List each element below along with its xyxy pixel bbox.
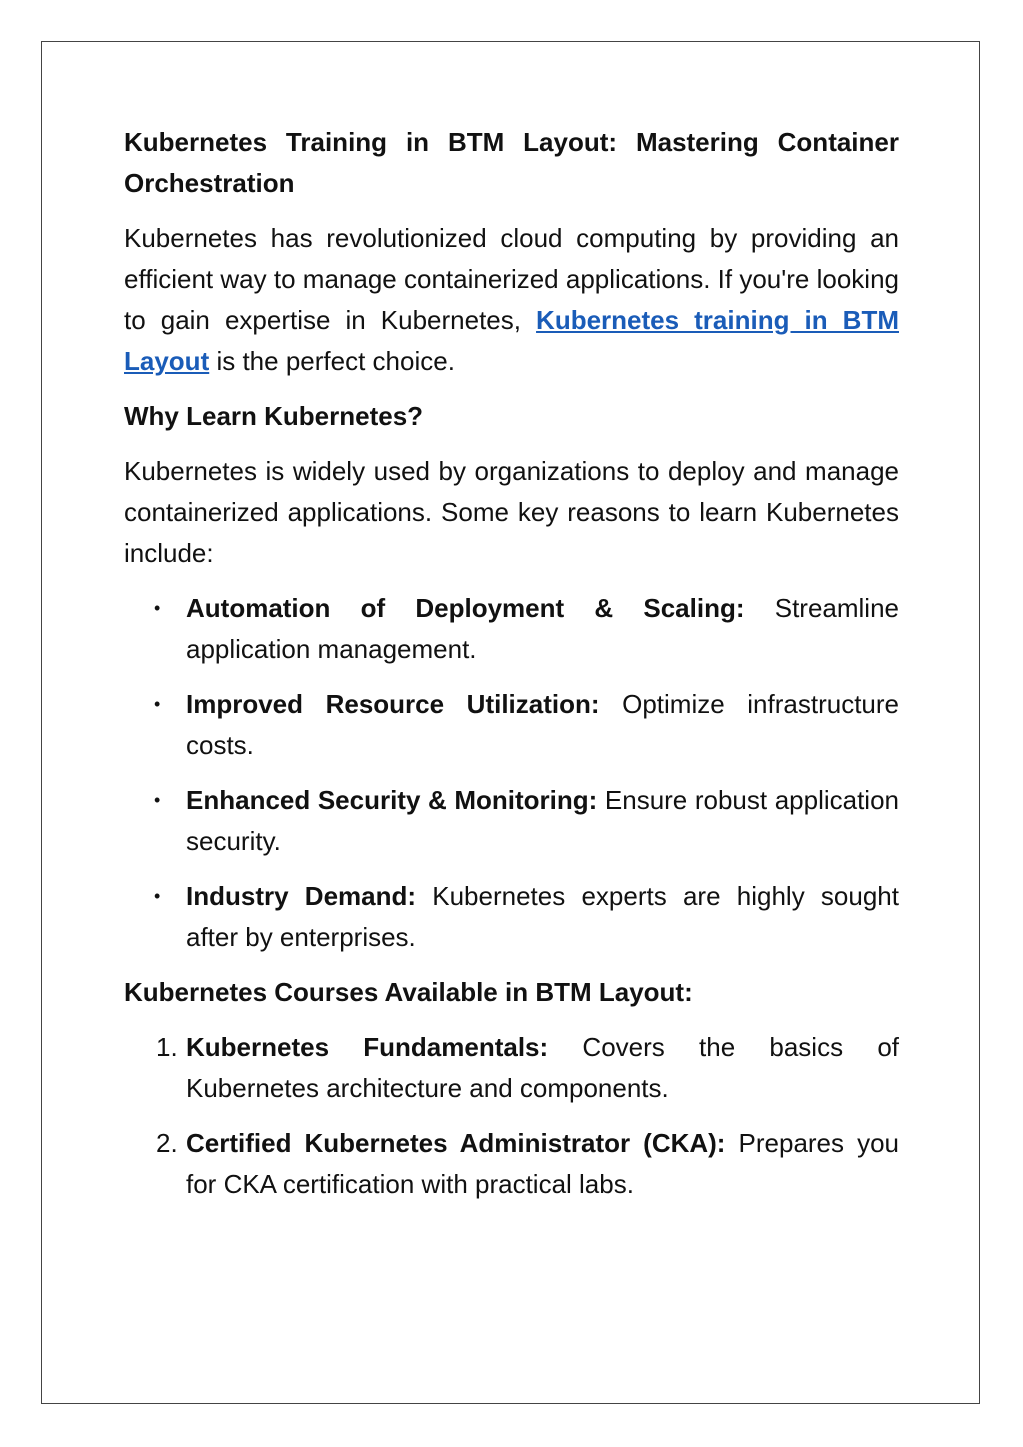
list-item — [124, 588, 899, 670]
kubernetes-training-link[interactable]: Kubernetes training in BTM Layout — [124, 305, 899, 376]
page-title: Kubernetes Training in BTM Layout: Mastering Container Orchestration — [124, 127, 899, 198]
bullet-icon: • — [154, 694, 161, 714]
list-number: 2. — [156, 1128, 178, 1158]
list-item-text: Streamline application management. — [186, 593, 899, 664]
list-number: 1. — [156, 1032, 178, 1062]
bullet-icon: • — [154, 598, 161, 618]
list-item-text: Prepares you for CKA certification with practical labs. — [186, 1128, 899, 1199]
list-item-label: Kubernetes Fundamentals: — [186, 1032, 549, 1062]
courses-list — [124, 1027, 899, 1205]
list-item-text: Kubernetes experts are highly sought after by enterprises. — [186, 881, 899, 952]
list-item-text: Optimize infrastructure costs. — [186, 689, 899, 760]
intro-text-before-link: Kubernetes has revolutionized cloud computing by providing an efficient way to manage containerized applications. If you're looking to gain expertise in Kubernetes, — [124, 223, 899, 335]
list-item-label: Automation of Deployment & Scaling: — [186, 593, 745, 623]
intro-text-after-link: is the perfect choice. — [209, 346, 455, 376]
intro-paragraph — [124, 218, 899, 382]
list-item — [124, 876, 899, 958]
list-item-label: Certified Kubernetes Administrator (CKA): — [186, 1128, 726, 1158]
why-learn-heading: Why Learn Kubernetes? — [124, 401, 424, 431]
list-item-text: Covers the basics of Kubernetes architecture and components. — [186, 1032, 899, 1103]
reasons-list — [124, 588, 899, 958]
document-content — [124, 122, 899, 1219]
list-item — [124, 1123, 899, 1205]
list-item — [124, 1027, 899, 1109]
list-item — [124, 780, 899, 862]
why-learn-paragraph: Kubernetes is widely used by organizations to deploy and manage containerized applications. Some key reasons to learn Kubernetes include: — [124, 456, 899, 568]
courses-heading: Kubernetes Courses Available in BTM Layout: — [124, 977, 693, 1007]
list-item-label: Enhanced Security & Monitoring: — [186, 785, 598, 815]
bullet-icon: • — [154, 886, 161, 906]
list-item — [124, 684, 899, 766]
list-item-label: Industry Demand: — [186, 881, 417, 911]
bullet-icon: • — [154, 790, 161, 810]
list-item-label: Improved Resource Utilization: — [186, 689, 600, 719]
list-item-text: Ensure robust application security. — [186, 785, 900, 856]
